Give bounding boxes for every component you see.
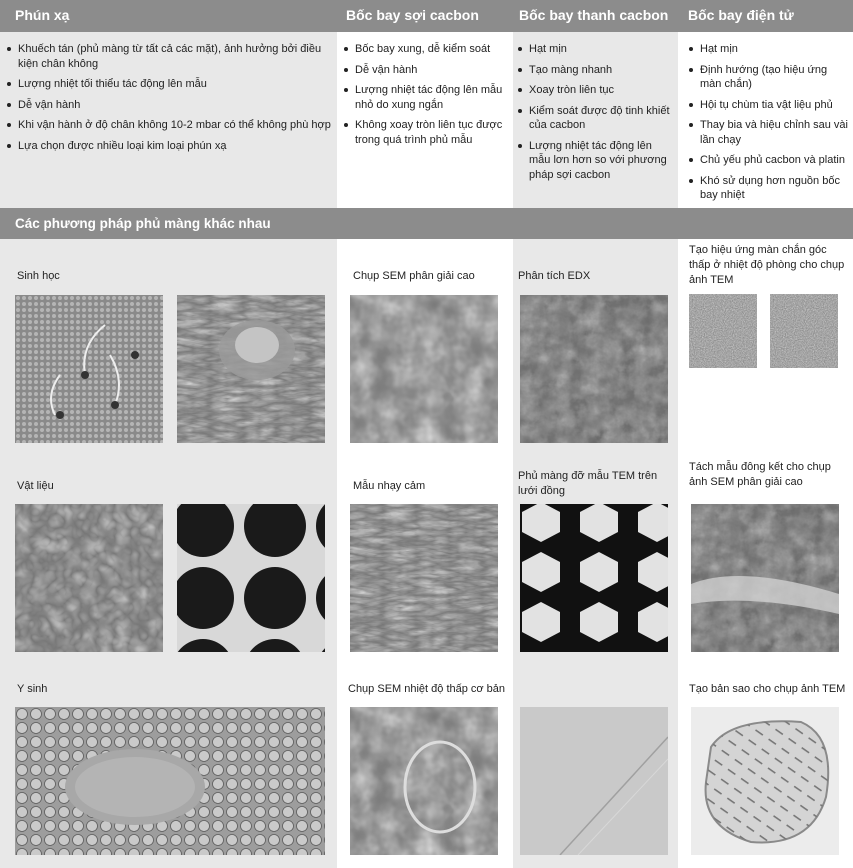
caption-shadowing: Tạo hiệu ứng màn chắn góc thấp ở nhiệt độ phòng cho chụp ảnh TEM: [689, 244, 845, 286]
tem-grid-image: [520, 504, 668, 652]
list-item: Không xoay tròn liên tục được trong quá trình phủ mẫu: [343, 118, 508, 147]
caption-materials: Vật liệu: [17, 480, 54, 492]
list-item: Khuếch tán (phủ màng từ tất cả các mặt), ảnh hưởng bởi điều kiện chân không: [6, 42, 332, 71]
feature-list-carbon-fiber: [343, 42, 508, 153]
list-item: Hạt mịn: [517, 42, 675, 57]
list-item: Hội tụ chùm tia vật liệu phủ: [688, 98, 851, 113]
list-item: Khó sử dụng hơn nguồn bốc bay nhiệt: [688, 174, 851, 203]
list-item: Xoay tròn liên tục: [517, 83, 675, 98]
biology-sem-image-2: [177, 295, 325, 443]
list-item: Dễ vận hành: [343, 63, 508, 78]
list-item: Lượng nhiệt tác động lên mẫu lơn hơn so với phương pháp sợi cacbon: [517, 139, 675, 183]
list-item: Dễ vận hành: [6, 98, 332, 113]
caption-cryo-sem: Chụp SEM nhiệt độ thấp cơ bản: [348, 683, 506, 695]
list-item: Bốc bay xung, dễ kiểm soát: [343, 42, 508, 57]
column-title-ebeam: Bốc bay điện tử: [688, 7, 794, 23]
materials-sem-image-1: [15, 504, 163, 652]
list-item: Kiểm soát được độ tinh khiết của cacbon: [517, 104, 675, 133]
feature-list-ebeam: [688, 42, 851, 209]
list-item: Lựa chọn được nhiều loại kim loại phún xạ: [6, 139, 332, 154]
list-item: Khi vận hành ở độ chân không 10-2 mbar có thể không phù hợp: [6, 118, 332, 133]
list-item: Lượng nhiệt tác động lên mẫu nhỏ do xung ngắn: [343, 83, 508, 112]
column-title-carbon-rod: Bốc bay thanh cacbon: [519, 7, 669, 23]
list-item: Chủ yếu phủ cacbon và platin: [688, 153, 851, 168]
caption-replica: Tạo bản sao cho chụp ảnh TEM: [689, 683, 846, 695]
freeze-fracture-image: [691, 504, 839, 652]
column-title-carbon-fiber: Bốc bay sợi cacbon: [346, 7, 479, 23]
column-title-sputter: Phún xạ: [15, 7, 70, 23]
replica-image: [691, 707, 839, 855]
biology-sem-image-1: [15, 295, 163, 443]
list-item: Tạo màng nhanh: [517, 63, 675, 78]
caption-sensitive-sample: Mẫu nhạy cảm: [353, 480, 426, 492]
cryo-sem-image: [350, 707, 498, 855]
caption-biomedical: Y sinh: [17, 683, 48, 695]
shadowing-image-2: [770, 294, 838, 368]
list-item: Định hướng (tạo hiệu ứng màn chắn): [688, 63, 851, 92]
caption-tem-support-film: Phủ màng đỡ mẫu TEM trên lưới đồng: [518, 470, 658, 497]
section-bar: [0, 208, 853, 239]
smooth-film-image: [520, 707, 668, 855]
sensitive-sample-image: [350, 504, 498, 652]
list-item: Hạt mịn: [688, 42, 851, 57]
feature-list-carbon-rod: [517, 42, 675, 188]
list-item: Thay bia và hiệu chỉnh sau vài lần chạy: [688, 118, 851, 147]
biomedical-sem-image: [15, 707, 325, 855]
hr-sem-image: [350, 295, 498, 443]
feature-list-sputter: [6, 42, 332, 159]
header-bar: [0, 0, 853, 32]
caption-biology: Sinh học: [17, 270, 60, 282]
caption-edx: Phân tích EDX: [518, 270, 591, 282]
shadowing-image-1: [689, 294, 757, 368]
caption-freeze-fracture: Tách mẫu đông kết cho chụp ảnh SEM phân giải cao: [689, 461, 831, 488]
section-title: Các phương pháp phủ màng khác nhau: [15, 216, 271, 231]
list-item: Lượng nhiệt tối thiểu tác động lên mẫu: [6, 77, 332, 92]
caption-hr-sem: Chụp SEM phân giải cao: [353, 270, 475, 282]
edx-image: [520, 295, 668, 443]
materials-sem-image-2: [177, 504, 325, 652]
